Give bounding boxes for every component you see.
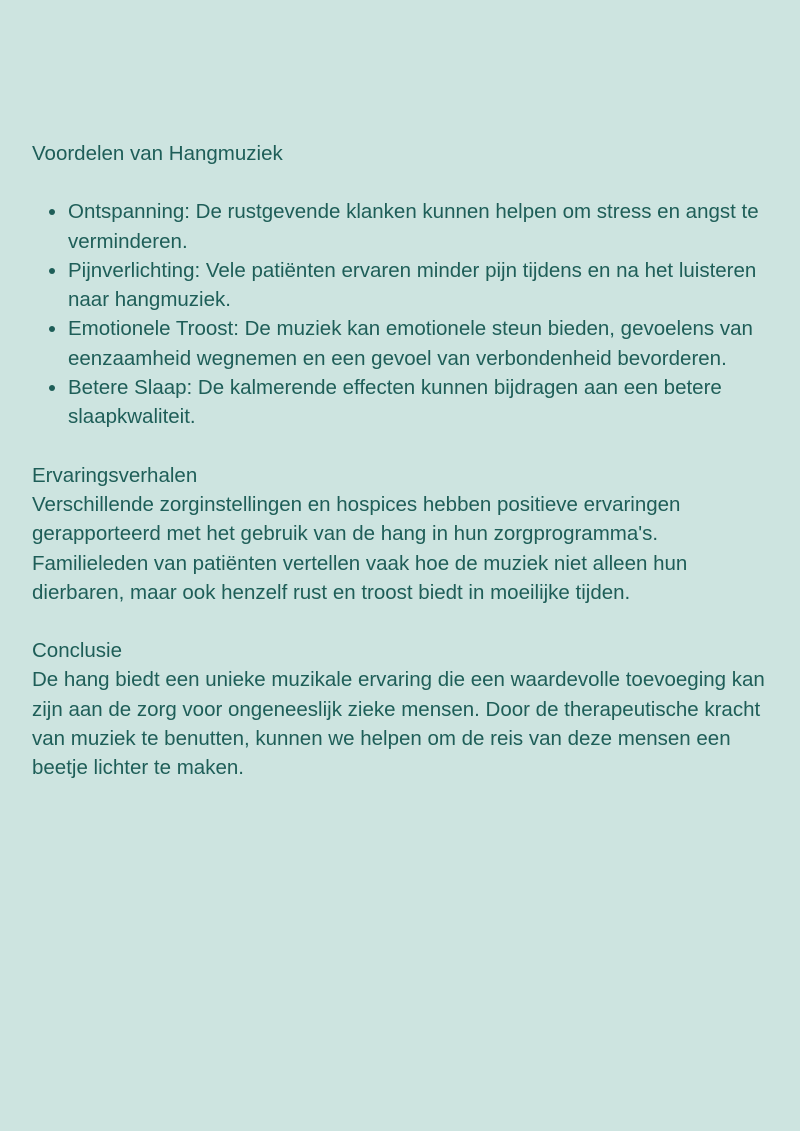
list-item: • Betere Slaap: De kalmerende effecten kunnen bijdragen aan een betere slaapkwaliteit. [68,373,768,432]
conclusion-heading: Conclusie [32,639,123,663]
experiences-section [32,461,768,607]
list-item: • Emotionele Troost: De muziek kan emotionele steun bieden, gevoelens van eenzaamheid wegnemen en een gevoel van verbondenheid bevorderen. [68,314,768,373]
conclusion-section [32,636,768,782]
list-item: • Ontspanning: De rustgevende klanken kunnen helpen om stress en angst te verminderen. [68,197,768,256]
benefits-heading: Voordelen van Hangmuziek [32,142,283,165]
experiences-heading: Ervaringsverhalen [32,463,198,487]
conclusion-text: De hang biedt een unieke muzikale ervaring die een waardevolle toevoeging kan zijn aan de zorg voor ongeneeslijk zieke mensen. Door de therapeutische kracht van muziek te benutten, kunnen we helpen om de reis van deze mensen een beetje lichter te maken. [32,668,765,780]
experiences-text: Verschillende zorginstellingen en hospices hebben positieve ervaringen gerapporteerd met het gebruik van de hang in hun zorgprogramma's. Familieleden van patiënten vertellen vaak hoe de muziek niet alleen hun dierbaren, maar ook henzelf rust en troost biedt in moeilijke tijden. [32,492,688,604]
list-item: • Pijnverlichting: Vele patiënten ervaren minder pijn tijdens en na het luisteren naar hangmuziek. [68,256,768,315]
benefits-list [32,197,768,431]
benefits-section [32,139,768,432]
